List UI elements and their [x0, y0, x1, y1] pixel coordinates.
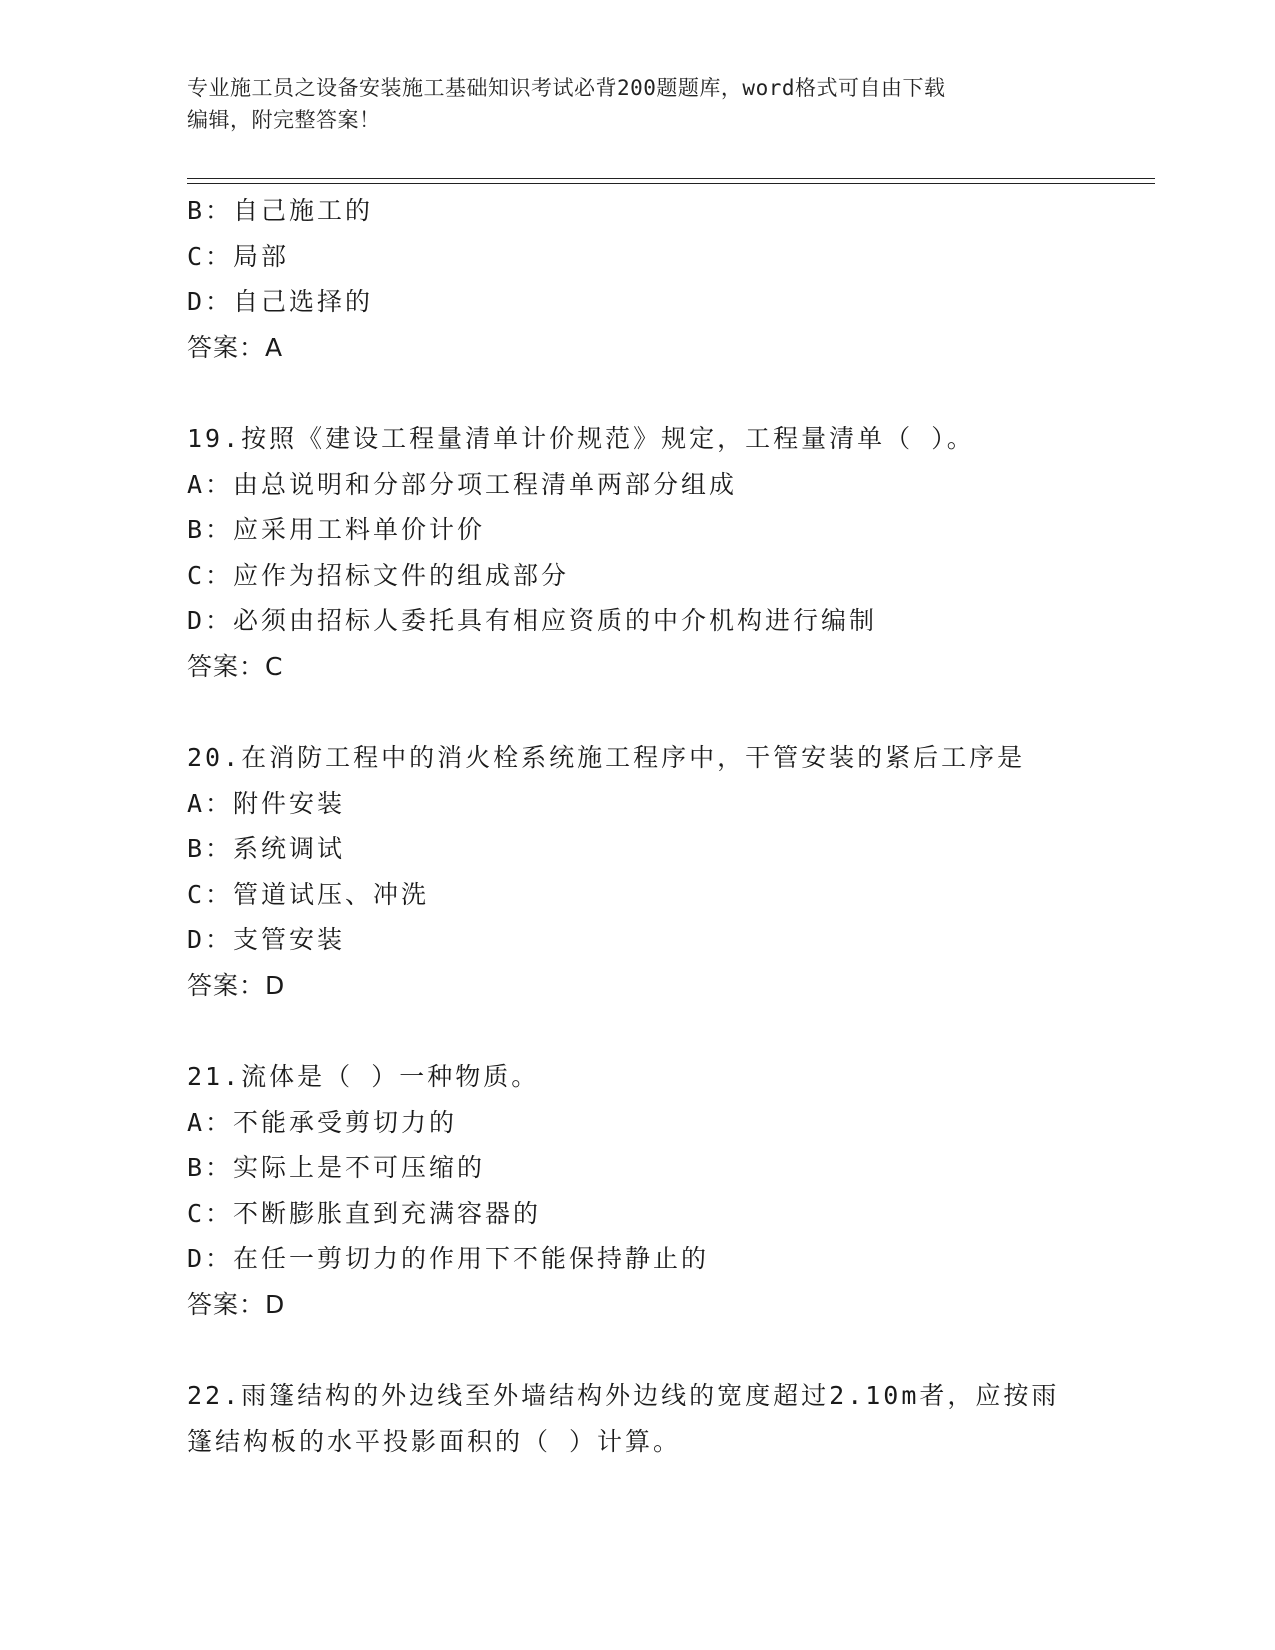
option-c: C：不断膨胀直到充满容器的	[187, 1198, 542, 1228]
answer-line: 答案：C	[187, 651, 284, 681]
question-spacer	[187, 1327, 1087, 1373]
option-d: D：自己选择的	[187, 287, 374, 316]
header-divider-top	[187, 178, 1155, 179]
option-a: A：附件安装	[187, 788, 346, 818]
option-c: C：局部	[187, 241, 290, 271]
question-list	[187, 188, 1087, 1464]
question-19	[187, 416, 1087, 689]
answer-line: 答案：A	[187, 332, 284, 362]
header-title-line-2: 编辑，附完整答案！	[187, 108, 381, 132]
option-d: D：必须由招标人委托具有相应资质的中介机构进行编制	[187, 606, 878, 635]
option-c: C：应作为招标文件的组成部分	[187, 560, 570, 590]
question-20	[187, 735, 1087, 1008]
question-stem-line-1: 22.雨篷结构的外边线至外墙结构外边线的宽度超过2.10m者，应按雨	[187, 1381, 1060, 1410]
option-c: C：管道试压、冲洗	[187, 879, 430, 909]
option-a: A：不能承受剪切力的	[187, 1107, 458, 1137]
option-b: B：系统调试	[187, 834, 346, 863]
answer-line: 答案：D	[187, 970, 286, 1000]
header-title-line-1: 专业施工员之设备安装施工基础知识考试必背200题题库，word格式可自由下载	[187, 76, 946, 100]
option-b: B：应采用工料单价计价	[187, 515, 486, 544]
option-d: D：支管安装	[187, 925, 346, 954]
question-stem-line-2: 篷结构板的水平投影面积的（ ）计算。	[187, 1426, 682, 1456]
question-21	[187, 1054, 1087, 1327]
question-spacer	[187, 1008, 1087, 1054]
question-spacer	[187, 689, 1087, 735]
question-spacer	[187, 370, 1087, 416]
question-stem: 21.流体是（ ）一种物质。	[187, 1062, 540, 1091]
question-stem: 20.在消防工程中的消火栓系统施工程序中，干管安装的紧后工序是	[187, 743, 1026, 772]
answer-line: 答案：D	[187, 1289, 286, 1319]
option-d: D：在任一剪切力的作用下不能保持静止的	[187, 1244, 710, 1273]
option-b: B：实际上是不可压缩的	[187, 1153, 486, 1182]
header-divider-bottom	[187, 183, 1155, 184]
option-b: B：自己施工的	[187, 196, 374, 225]
document-header	[187, 72, 1067, 136]
question-stem: 19.按照《建设工程量清单计价规范》规定，工程量清单（ ）。	[187, 424, 975, 453]
question-18-continued	[187, 188, 1087, 370]
option-a: A：由总说明和分部分项工程清单两部分组成	[187, 469, 738, 499]
question-22	[187, 1373, 1087, 1464]
